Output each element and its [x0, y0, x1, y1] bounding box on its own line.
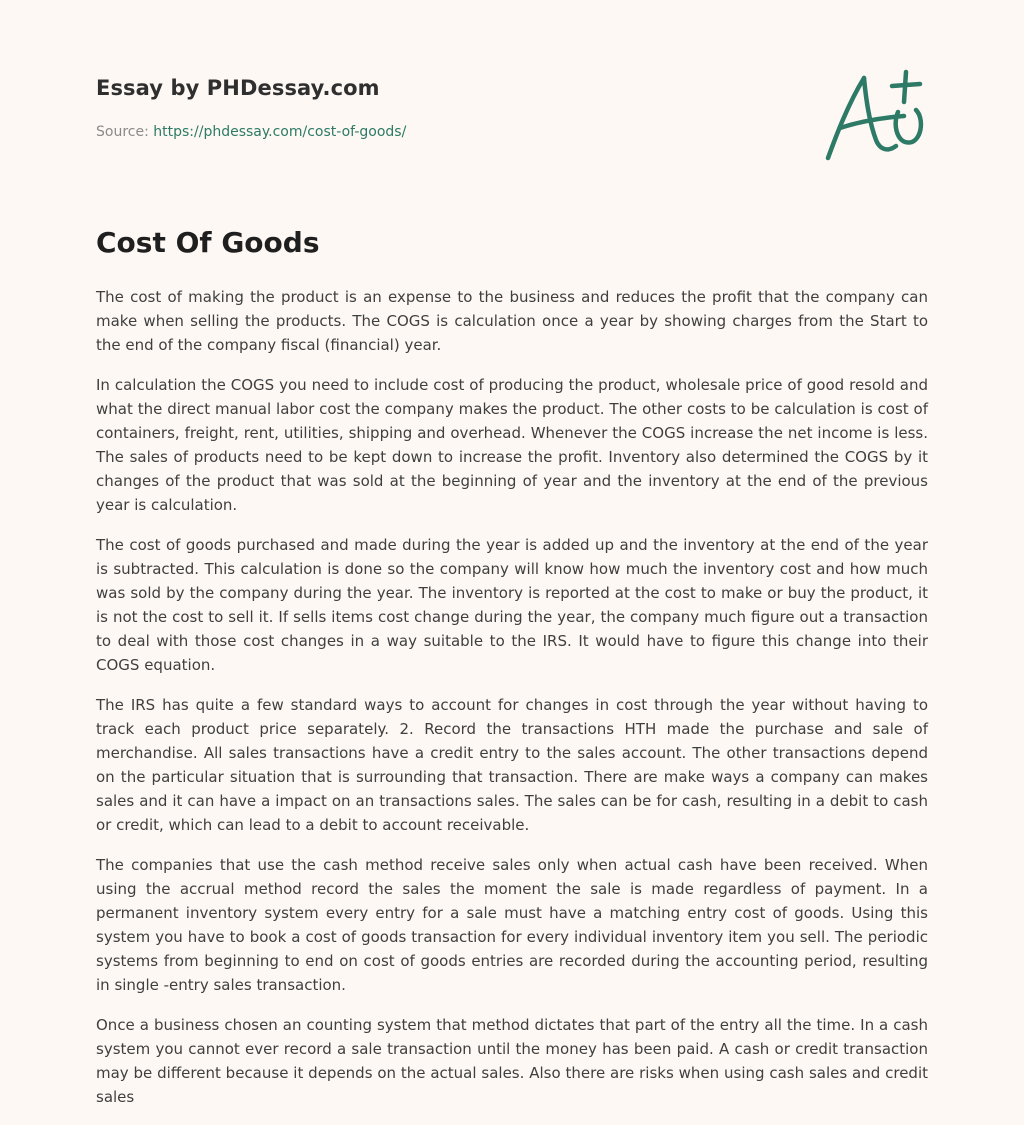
- logo-a-right-stroke: [864, 78, 896, 149]
- page-title: Cost Of Goods: [96, 226, 320, 259]
- source-label: Source:: [96, 124, 154, 140]
- logo-plus-horizontal: [892, 84, 920, 86]
- article-paragraph: The cost of making the product is an expense to the business and reduces the profit that the company can make when selling the products. The COGS is calculation once a year by showing charges from the Start to the end of the company fiscal (financial) year.: [96, 288, 928, 354]
- article-paragraph: Once a business chosen an counting system that method dictates that part of the entry all the time. In a cash system you cannot ever record a sale transaction until the money has been paid. A cash or credit transaction may be different because it depends on the actual sales. Also there are risks when using cash sales and credit sales: [96, 1016, 928, 1106]
- article-paragraph: In calculation the COGS you need to include cost of producing the product, wholesale price of good resold and what the direct manual labor cost the company makes the product. The other costs to be calculation is cost of containers, freight, rent, utilities, shipping and overhead. Whenever the COGS increase the net income is less. The sales of products need to be kept down to increase the profit. Inventory also determined the COGS by it changes of the product that was sold at the beginning of year and the inventory at the end of the previous year is calculation.: [96, 376, 928, 514]
- source-link[interactable]: https://phdessay.com/cost-of-goods/: [153, 124, 407, 140]
- source-line: [96, 124, 406, 140]
- article-paragraph: The IRS has quite a few standard ways to account for changes in cost through the year without having to track each product price separately. 2. Record the transactions HTH made the purchase and sale of merchandise. All sales transactions have a credit entry to the sales account. The other transactions depend on the particular situation that is surrounding that transaction. There are make ways a company can makes sales and it can have a impact on an transactions sales. The sales can be for cash, resulting in a debit to cash or credit, which can lead to a debit to account receivable.: [96, 696, 928, 834]
- article-body: [96, 285, 928, 1125]
- a-plus-logo-icon: [818, 66, 930, 166]
- logo-a-left-stroke: [828, 78, 864, 158]
- article-paragraph: The cost of goods purchased and made during the year is added up and the inventory at the end of the year is subtracted. This calculation is done so the company will know how much the inventory cost and how much was sold by the company during the year. The inventory is reported at the cost to make or buy the product, it is not the cost to sell it. If sells items cost change during the year, the company much figure out a transaction to deal with those cost changes in a way suitable to the IRS. It would have to figure this change into their COGS equation.: [96, 536, 928, 674]
- article-paragraph: The companies that use the cash method receive sales only when actual cash have been received. When using the accrual method record the sales the moment the sale is made regardless of payment. In a permanent inventory system every entry for a sale must have a matching entry cost of goods. Using this system you have to book a cost of goods transaction for every individual inventory item you sell. The periodic systems from beginning to end on cost of goods entries are recorded during the accounting period, resulting in single -entry sales transaction.: [96, 856, 928, 994]
- site-brand: Essay by PHDessay.com: [96, 76, 380, 100]
